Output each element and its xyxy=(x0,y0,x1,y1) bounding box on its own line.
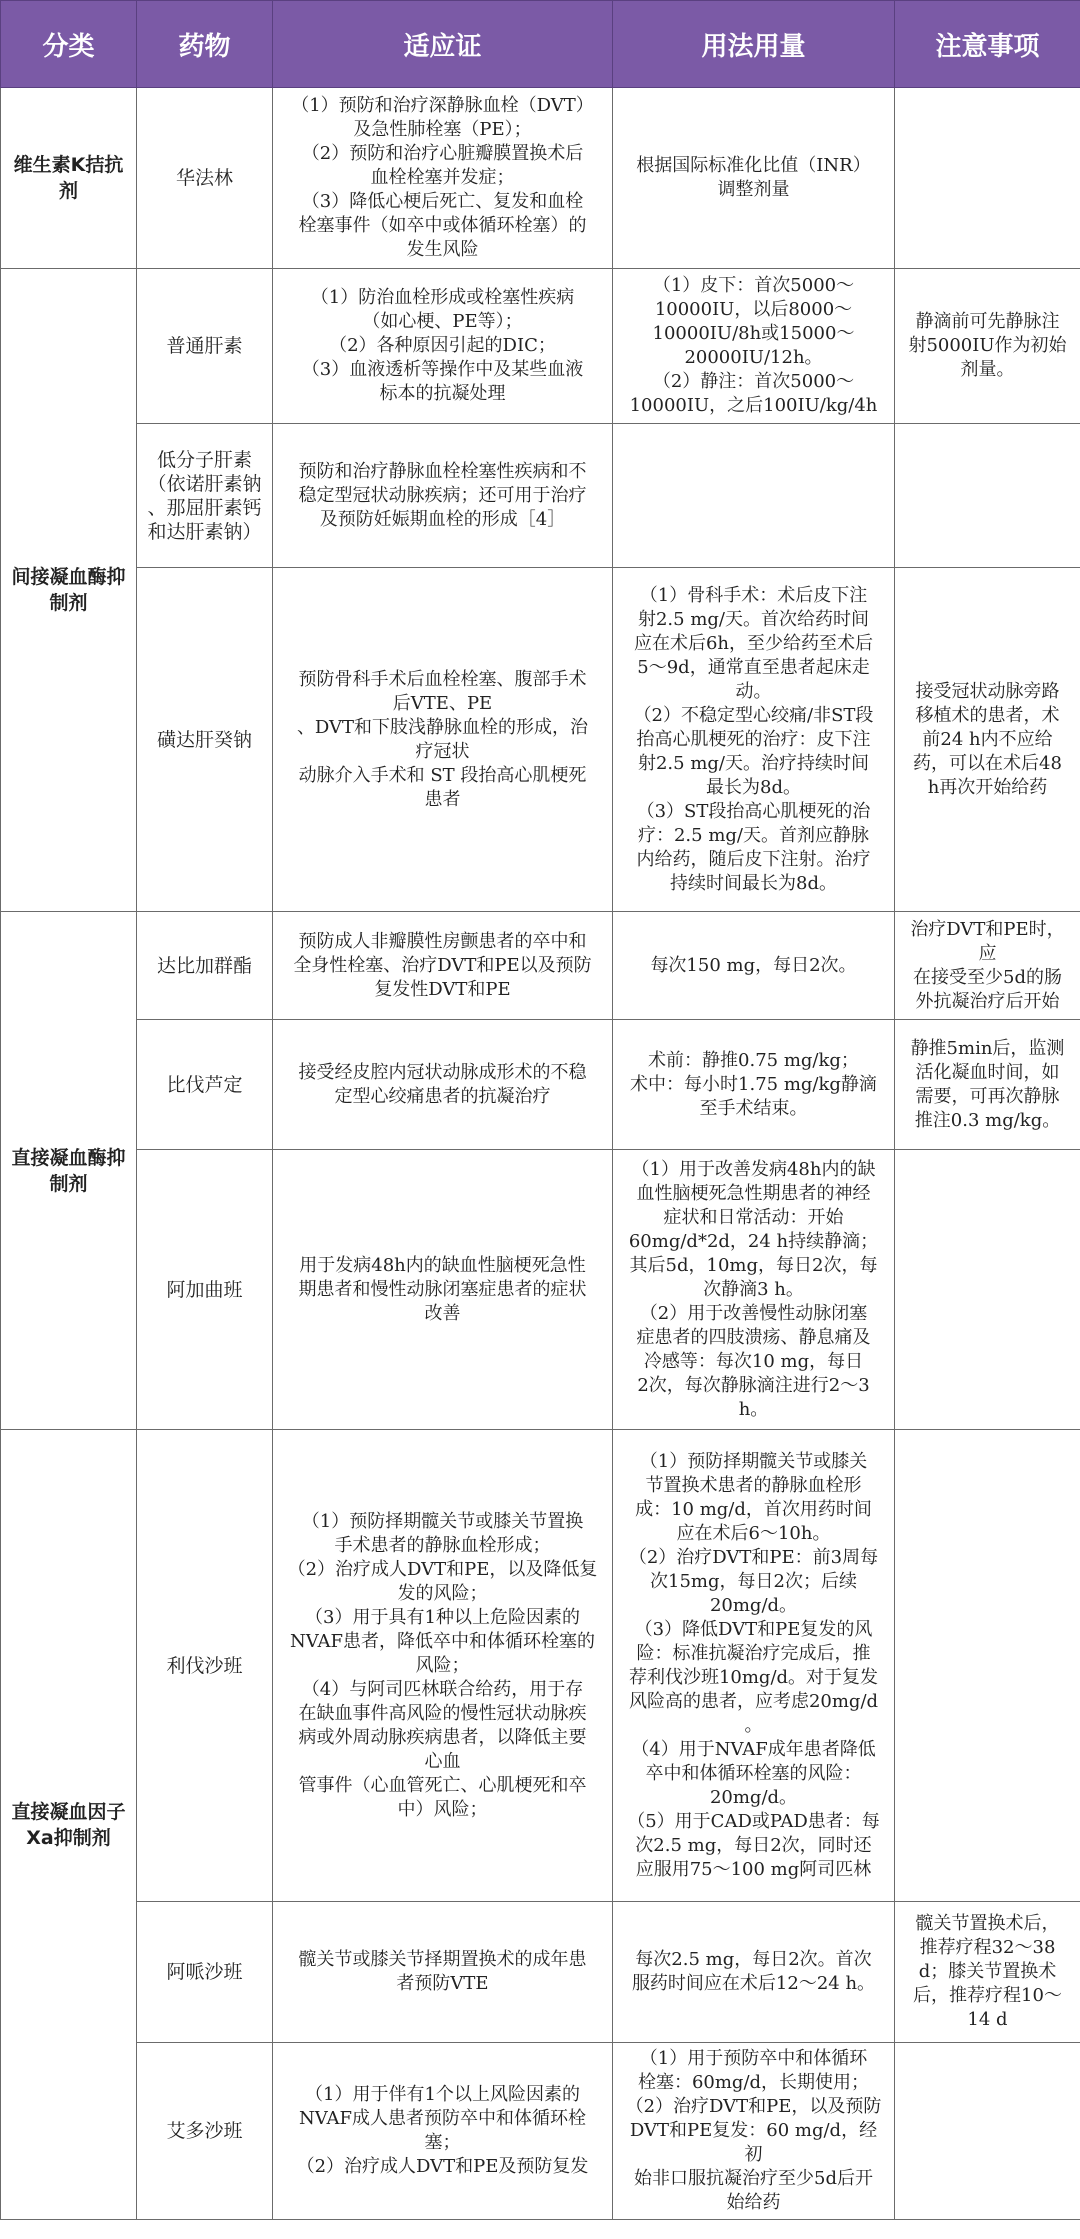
table-row xyxy=(1,1902,1080,2043)
notes-cell: 髋关节置换术后， 推荐疗程32～38 d；膝关节置换术 后，推荐疗程10～ 14 d xyxy=(895,1902,1080,2043)
dosage-cell: （1）用于改善发病48h内的缺 血性脑梗死急性期患者的神经 症状和日常活动：开始 60mg/d*2d，24 h持续静滴； 其后5d，10mg，每日2次，每 次静滴3 h。 （2）用于改善慢性动脉闭塞 症患者的四肢溃疡、静息痛及 冷感等：每次10 mg，每日 2次，每次静脉滴注进行2～3 h。 xyxy=(613,1150,895,1430)
drug-cell: 利伐沙班 xyxy=(137,1430,273,1902)
header-drug: 药物 xyxy=(137,1,273,88)
dosage-cell: （1）骨科手术：术后皮下注 射2.5 mg/天。首次给药时间 应在术后6h，至少给药至术后 5～9d，通常直至患者起床走 动。 （2）不稳定型心绞痛/非ST段 抬高心肌梗死的治疗：皮下注 射2.5 mg/天。治疗持续时间 最长为8d。 （3）ST段抬高心肌梗死的治 疗：2.5 mg/天。首剂应静脉 内给药，随后皮下注射。治疗 持续时间最长为8d。 xyxy=(613,568,895,912)
drug-cell: 低分子肝素 （依诺肝素钠 、那屈肝素钙 和达肝素钠） xyxy=(137,424,273,568)
table-row xyxy=(1,912,1080,1020)
notes-cell xyxy=(895,88,1080,269)
notes-cell: 治疗DVT和PE时，应 在接受至少5d的肠 外抗凝治疗后开始 xyxy=(895,912,1080,1020)
dosage-cell: （1）用于预防卒中和体循环 栓塞：60mg/d，长期使用； （2）治疗DVT和PE，以及预防 DVT和PE复发：60 mg/d，经初 始非口服抗凝治疗至少5d后开 始给药 xyxy=(613,2043,895,2220)
table-row xyxy=(1,1150,1080,1430)
indication-cell: 预防骨科手术后血栓栓塞、腹部手术 后VTE、PE 、DVT和下肢浅静脉血栓的形成，治 疗冠状 动脉介入手术和 ST 段抬高心肌梗死 患者 xyxy=(273,568,613,912)
dosage-cell: 每次2.5 mg，每日2次。首次 服药时间应在术后12～24 h。 xyxy=(613,1902,895,2043)
notes-cell: 静推5min后，监测 活化凝血时间，如 需要，可再次静脉 推注0.3 mg/kg。 xyxy=(895,1020,1080,1150)
dosage-cell: （1）皮下：首次5000～ 10000IU，以后8000～ 10000IU/8h或15000～ 20000IU/12h。 （2）静注：首次5000～ 10000IU，之后100IU/kg/4h xyxy=(613,269,895,424)
category-cell: 直接凝血酶抑制剂 xyxy=(1,912,137,1430)
drug-cell: 达比加群酯 xyxy=(137,912,273,1020)
header-category: 分类 xyxy=(1,1,137,88)
notes-cell xyxy=(895,1430,1080,1902)
notes-cell xyxy=(895,2043,1080,2220)
indication-cell: 髋关节或膝关节择期置换术的成年患 者预防VTE xyxy=(273,1902,613,2043)
drug-cell: 比伐芦定 xyxy=(137,1020,273,1150)
header-dosage: 用法用量 xyxy=(613,1,895,88)
header-row xyxy=(1,1,1080,88)
dosage-cell xyxy=(613,424,895,568)
indication-cell: 接受经皮腔内冠状动脉成形术的不稳 定型心绞痛患者的抗凝治疗 xyxy=(273,1020,613,1150)
dosage-cell: 术前：静推0.75 mg/kg； 术中：每小时1.75 mg/kg静滴 至手术结束。 xyxy=(613,1020,895,1150)
notes-cell xyxy=(895,1150,1080,1430)
dosage-cell: 每次150 mg，每日2次。 xyxy=(613,912,895,1020)
table-row xyxy=(1,88,1080,269)
header-indication: 适应证 xyxy=(273,1,613,88)
notes-cell: 静滴前可先静脉注 射5000IU作为初始 剂量。 xyxy=(895,269,1080,424)
table-row xyxy=(1,424,1080,568)
indication-cell: （1）预防和治疗深静脉血栓（DVT） 及急性肺栓塞（PE）； （2）预防和治疗心脏瓣膜置换术后 血栓栓塞并发症； （3）降低心梗后死亡、复发和血栓 栓塞事件（如卒中或体循环栓塞）的 发生风险 xyxy=(273,88,613,269)
table-row xyxy=(1,1430,1080,1902)
drug-cell: 阿哌沙班 xyxy=(137,1902,273,2043)
drug-cell: 华法林 xyxy=(137,88,273,269)
indication-cell: （1）预防择期髋关节或膝关节置换 手术患者的静脉血栓形成； （2）治疗成人DVT和PE，以及降低复 发的风险； （3）用于具有1种以上危险因素的 NVAF患者，降低卒中和体循环栓塞的 风险； （4）与阿司匹林联合给药，用于存 在缺血事件高风险的慢性冠状动脉疾 病或外周动脉疾病患者，以降低主要 心血 管事件（心血管死亡、心肌梗死和卒 中）风险； xyxy=(273,1430,613,1902)
indication-cell: 用于发病48h内的缺血性脑梗死急性 期患者和慢性动脉闭塞症患者的症状 改善 xyxy=(273,1150,613,1430)
notes-cell: 接受冠状动脉旁路 移植术的患者，术 前24 h内不应给 药，可以在术后48 h再次开始给药 xyxy=(895,568,1080,912)
drug-cell: 阿加曲班 xyxy=(137,1150,273,1430)
indication-cell: （1）防治血栓形成或栓塞性疾病 （如心梗、PE等）； （2）各种原因引起的DIC； （3）血液透析等操作中及某些血液 标本的抗凝处理 xyxy=(273,269,613,424)
drug-cell: 磺达肝癸钠 xyxy=(137,568,273,912)
dosage-cell: （1）预防择期髋关节或膝关 节置换术患者的静脉血栓形 成：10 mg/d，首次用药时间 应在术后6～10h。 （2）治疗DVT和PE：前3周每 次15mg，每日2次；后续 20mg/d。 （3）降低DVT和PE复发的风 险：标准抗凝治疗完成后，推 荐利伐沙班10mg/d。对于复发 风险高的患者，应考虑20mg/d 。 （4）用于NVAF成年患者降低 卒中和体循环栓塞的风险： 20mg/d。 （5）用于CAD或PAD患者：每 次2.5 mg，每日2次，同时还 应服用75～100 mg阿司匹林 xyxy=(613,1430,895,1902)
table-row xyxy=(1,1020,1080,1150)
table-row xyxy=(1,269,1080,424)
table-row xyxy=(1,2043,1080,2220)
category-cell: 维生素K拮抗剂 xyxy=(1,88,137,269)
table-row xyxy=(1,568,1080,912)
dosage-cell: 根据国际标准化比值（INR） 调整剂量 xyxy=(613,88,895,269)
category-cell: 间接凝血酶抑制剂 xyxy=(1,269,137,912)
notes-cell xyxy=(895,424,1080,568)
indication-cell: 预防和治疗静脉血栓栓塞性疾病和不 稳定型冠状动脉疾病；还可用于治疗 及预防妊娠期血栓的形成［4］ xyxy=(273,424,613,568)
indication-cell: （1）用于伴有1个以上风险因素的 NVAF成人患者预防卒中和体循环栓 塞； （2）治疗成人DVT和PE及预防复发 xyxy=(273,2043,613,2220)
category-cell: 直接凝血因子 Xa抑制剂 xyxy=(1,1430,137,2220)
indication-cell: 预防成人非瓣膜性房颤患者的卒中和 全身性栓塞、治疗DVT和PE以及预防 复发性DVT和PE xyxy=(273,912,613,1020)
drug-cell: 普通肝素 xyxy=(137,269,273,424)
header-notes: 注意事项 xyxy=(895,1,1080,88)
drug-cell: 艾多沙班 xyxy=(137,2043,273,2220)
